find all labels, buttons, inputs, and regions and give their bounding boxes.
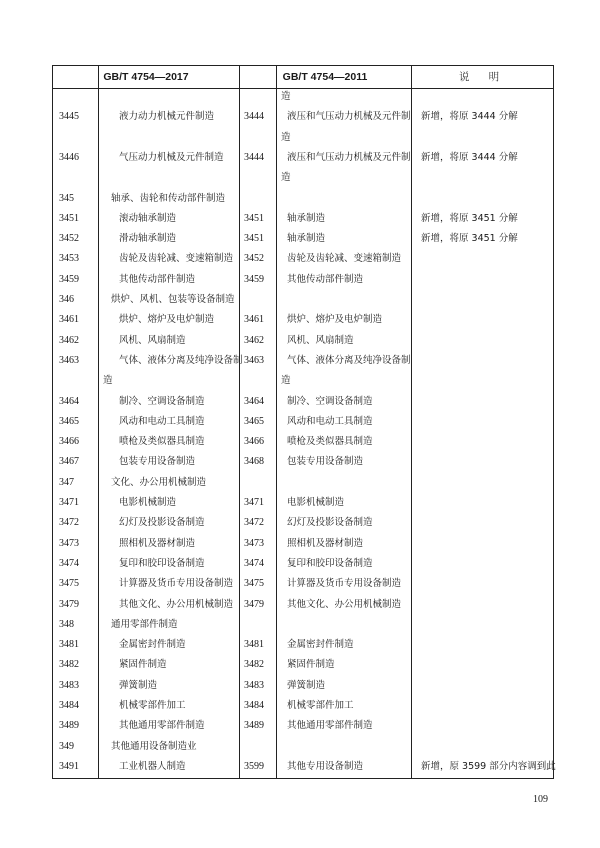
row-old-code: 3471 [244, 497, 264, 508]
row-new-code: 3462 [59, 334, 79, 346]
column-divider [276, 66, 277, 778]
row-new-name: 气体、液体分离及纯净设备制 [119, 354, 243, 366]
row-old-name: 紧固件制造 [287, 659, 335, 671]
row-old-name: 液压和气压动力机械及元件制 [287, 111, 411, 123]
row-old-name: 包装专用设备制造 [287, 456, 364, 468]
row-old-code: 3484 [244, 700, 264, 711]
row-old-code: 3599 [244, 760, 264, 772]
row-old-code: 3464 [244, 395, 264, 407]
row-old-code: 3472 [244, 517, 264, 529]
row-old-code: 3474 [244, 557, 264, 569]
row-old-name: 机械零部件加工 [287, 700, 354, 711]
row-new-name: 幻灯及投影设备制造 [119, 517, 205, 529]
row-old-code: 3451 [244, 212, 264, 224]
row-old-code: 3465 [244, 415, 264, 427]
row-new-code: 3446 [59, 151, 79, 163]
header-gb2017: GB/T 4754—2017 [103, 71, 189, 83]
row-old-code: 3463 [244, 354, 264, 366]
row-new-name: 喷枪及类似器具制造 [119, 436, 205, 448]
row-new-code: 3484 [59, 700, 79, 711]
row-new-code: 347 [59, 476, 74, 488]
row-new-name: 机械零部件加工 [119, 700, 186, 711]
row-new-code: 3471 [59, 497, 79, 508]
row-old-name: 电影机械制造 [287, 497, 345, 508]
row-note: 新增，将原 3444 分解 [421, 151, 518, 163]
header-note: 说 明 [458, 71, 508, 83]
header-gb2011: GB/T 4754—2011 [282, 71, 368, 83]
row-note: 新增，将原 3451 分解 [421, 233, 518, 245]
row-new-name: 包装专用设备制造 [119, 456, 196, 468]
row-new-name: 文化、办公用机械制造 [111, 476, 207, 488]
row-old-name: 气体、液体分离及纯净设备制 [287, 354, 411, 366]
row-new-code: 348 [59, 618, 74, 630]
row-new-code: 3479 [59, 598, 79, 610]
row-new-code: 3467 [59, 456, 79, 468]
row-old-name: 其他文化、办公用机械制造 [287, 598, 402, 610]
row-new-name: 齿轮及齿轮减、变速箱制造 [119, 253, 234, 265]
row-old-code: 3461 [244, 314, 264, 326]
row-old-code: 3444 [244, 151, 264, 163]
row-old-name: 造 [281, 375, 291, 387]
row-old-name: 造 [281, 172, 291, 184]
row-old-code: 3462 [244, 334, 264, 346]
row-old-name: 其他专用设备制造 [287, 760, 364, 772]
row-new-name: 弹簧制造 [119, 679, 158, 691]
column-divider [98, 66, 99, 778]
row-note: 新增，将原 3444 分解 [421, 111, 518, 123]
row-new-code: 3474 [59, 557, 79, 569]
row-new-code: 3463 [59, 354, 79, 366]
row-old-name: 制冷、空调设备制造 [287, 395, 373, 407]
row-old-code: 3473 [244, 537, 264, 549]
row-old-name: 照相机及器材制造 [287, 537, 364, 549]
row-old-code: 3459 [244, 273, 264, 285]
row-new-name: 烘炉、熔炉及电炉制造 [119, 314, 215, 326]
row-new-code: 3464 [59, 395, 79, 407]
row-old-name: 复印和胶印设备制造 [287, 557, 373, 569]
classification-table [52, 65, 554, 779]
row-new-name: 滚动轴承制造 [119, 212, 177, 224]
row-new-name: 其他文化、办公用机械制造 [119, 598, 234, 610]
row-new-code: 346 [59, 294, 74, 305]
row-old-name: 齿轮及齿轮减、变速箱制造 [287, 253, 402, 265]
row-new-name: 其他通用零部件制造 [119, 720, 205, 732]
row-old-code: 3452 [244, 253, 264, 265]
row-old-name: 造 [281, 91, 291, 102]
row-new-name: 紧固件制造 [119, 659, 167, 671]
row-old-code: 3468 [244, 456, 264, 468]
row-old-code: 3475 [244, 578, 264, 590]
row-old-name: 弹簧制造 [287, 679, 326, 691]
row-new-code: 3481 [59, 639, 79, 651]
row-new-name: 其他传动部件制造 [119, 273, 196, 285]
row-new-code: 3452 [59, 233, 79, 245]
row-old-name: 轴承制造 [287, 212, 326, 224]
row-old-name: 喷枪及类似器具制造 [287, 436, 373, 448]
row-old-code: 3483 [244, 679, 264, 691]
column-divider [239, 66, 240, 778]
row-new-code: 3465 [59, 415, 79, 427]
row-new-code: 3472 [59, 517, 79, 529]
row-new-code: 3489 [59, 720, 79, 732]
row-new-code: 3466 [59, 436, 79, 448]
row-new-name: 通用零部件制造 [111, 618, 178, 630]
row-new-code: 3453 [59, 253, 79, 265]
row-old-name: 烘炉、熔炉及电炉制造 [287, 314, 383, 326]
row-old-name: 其他通用零部件制造 [287, 720, 373, 732]
row-old-name: 风动和电动工具制造 [287, 415, 373, 427]
row-new-name: 计算器及货币专用设备制造 [119, 578, 234, 590]
row-old-code: 3479 [244, 598, 264, 610]
row-new-name: 造 [103, 375, 113, 387]
row-new-name: 电影机械制造 [119, 497, 177, 508]
row-old-code: 3482 [244, 659, 264, 671]
row-old-code: 3466 [244, 436, 264, 448]
column-divider [411, 66, 412, 778]
row-new-name: 气压动力机械及元件制造 [119, 151, 224, 163]
row-new-name: 工业机器人制造 [119, 760, 186, 772]
row-old-code: 3481 [244, 639, 264, 651]
row-new-name: 制冷、空调设备制造 [119, 395, 205, 407]
row-old-name: 风机、风扇制造 [287, 334, 354, 346]
row-note: 新增，原 3599 部分内容调到此 [421, 760, 556, 772]
row-old-name: 计算器及货币专用设备制造 [287, 578, 402, 590]
row-new-name: 照相机及器材制造 [119, 537, 196, 549]
page-number: 109 [533, 794, 548, 805]
row-new-code: 3459 [59, 273, 79, 285]
row-new-name: 风动和电动工具制造 [119, 415, 205, 427]
row-old-name: 其他传动部件制造 [287, 273, 364, 285]
row-old-name: 金属密封件制造 [287, 639, 354, 651]
row-old-name: 液压和气压动力机械及元件制 [287, 151, 411, 163]
row-new-code: 345 [59, 192, 74, 204]
row-old-code: 3451 [244, 233, 264, 245]
row-new-name: 金属密封件制造 [119, 639, 186, 651]
row-new-code: 3482 [59, 659, 79, 671]
row-old-name: 造 [281, 131, 291, 143]
row-new-code: 3461 [59, 314, 79, 326]
row-old-name: 幻灯及投影设备制造 [287, 517, 373, 529]
row-new-name: 轴承、齿轮和传动部件制造 [111, 192, 226, 204]
row-new-name: 复印和胶印设备制造 [119, 557, 205, 569]
row-new-code: 3451 [59, 212, 79, 224]
row-new-code: 3491 [59, 760, 79, 772]
row-new-name: 烘炉、风机、包装等设备制造 [111, 294, 235, 305]
row-new-code: 3483 [59, 679, 79, 691]
row-old-code: 3489 [244, 720, 264, 732]
row-note: 新增，将原 3451 分解 [421, 212, 518, 224]
row-new-name: 液力动力机械元件制造 [119, 111, 215, 123]
row-new-code: 349 [59, 740, 74, 752]
row-new-name: 风机、风扇制造 [119, 334, 186, 346]
row-old-code: 3444 [244, 111, 264, 123]
row-new-name: 滑动轴承制造 [119, 233, 177, 245]
row-new-code: 3473 [59, 537, 79, 549]
header-divider [53, 88, 553, 89]
row-new-name: 其他通用设备制造业 [111, 740, 197, 752]
row-old-name: 轴承制造 [287, 233, 326, 245]
row-new-code: 3475 [59, 578, 79, 590]
row-new-code: 3445 [59, 111, 79, 123]
